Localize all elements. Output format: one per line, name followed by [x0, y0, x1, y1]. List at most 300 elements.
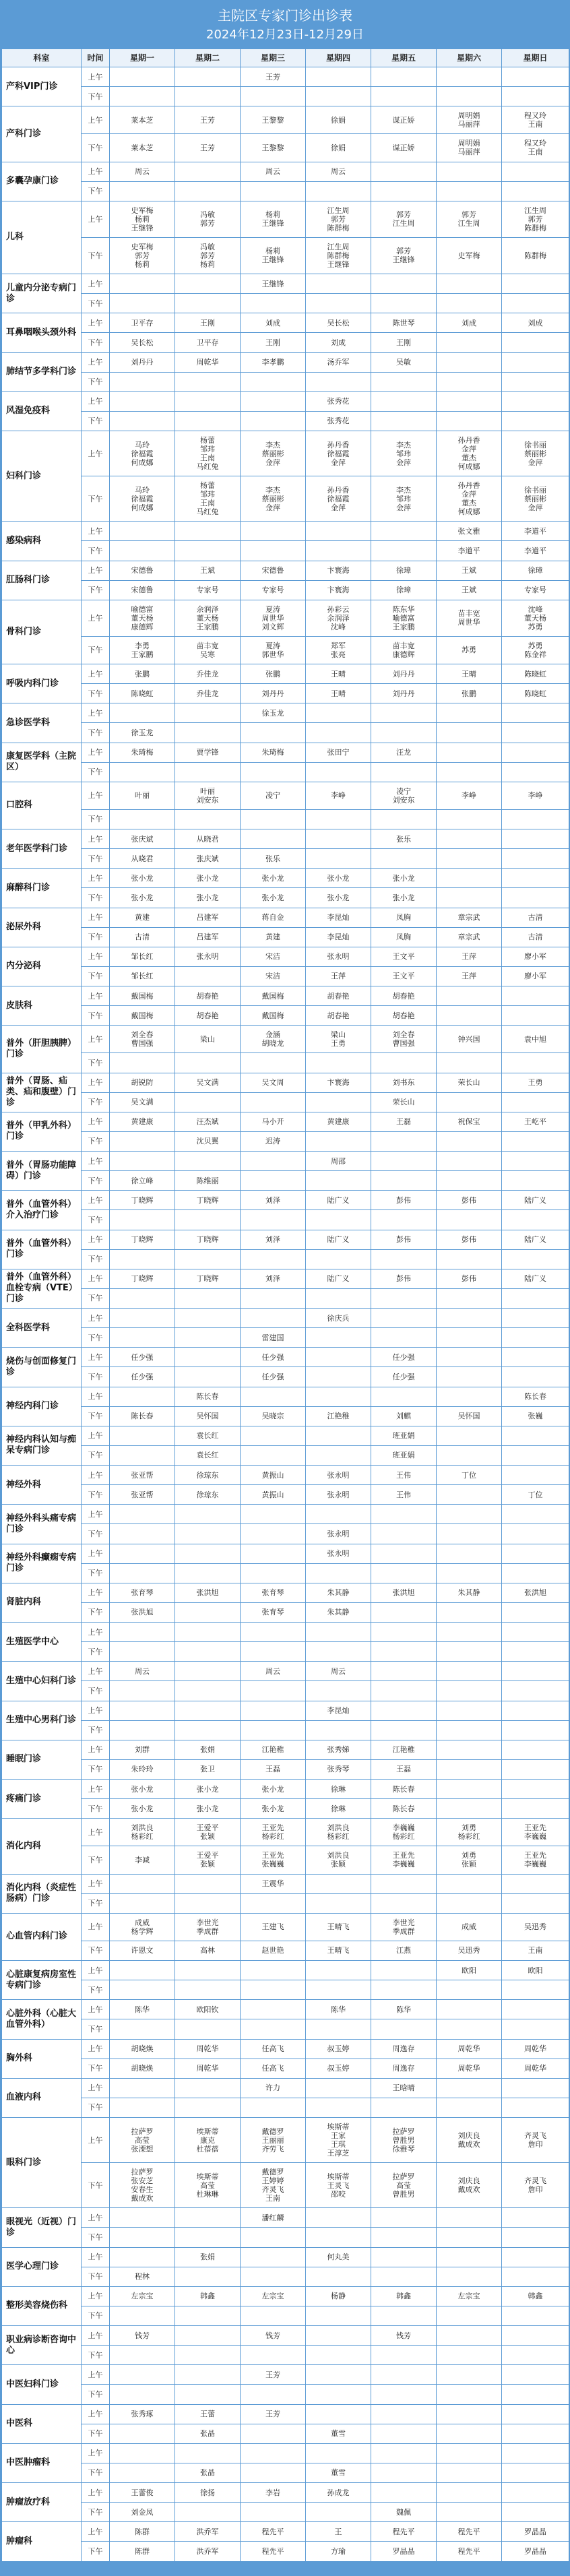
doctor-cell	[502, 829, 569, 849]
doctor-cell	[241, 1662, 306, 1681]
doctor-cell	[175, 1524, 241, 1544]
doctor-cell	[306, 1230, 371, 1249]
doctor-cell	[110, 561, 175, 580]
doctor-cell	[306, 1563, 371, 1583]
doctor-names: 王磊	[265, 1765, 280, 1774]
doctor-names: 彭伟	[396, 1235, 411, 1245]
doctor-names: 周乾华	[457, 2064, 480, 2073]
doctor-names: 史军梅 杨莉 王继锋	[131, 206, 154, 232]
doctor-cell	[175, 1893, 241, 1913]
session-label: 下午	[88, 893, 103, 902]
doctor-cell	[241, 1445, 306, 1465]
doctor-names: 班亚娟	[392, 1451, 415, 1460]
doctor-names: 洪乔军	[196, 2546, 219, 2556]
doctor-names: 宋洁	[265, 972, 280, 981]
doctor-cell	[110, 333, 175, 352]
doctor-names: 王刚	[200, 318, 215, 327]
doctor-cell	[502, 986, 569, 1006]
doctor-cell	[306, 1328, 371, 1348]
doctor-cell	[110, 1602, 175, 1622]
table-row	[2, 1602, 569, 1622]
doctor-names: 宋德鲁	[131, 566, 154, 575]
doctor-cell	[437, 1053, 502, 1073]
doctor-names: 陈群	[135, 2527, 150, 2536]
doctor-names: 吴晓宗	[261, 1412, 284, 1421]
doctor-cell	[371, 1681, 437, 1701]
doctor-cell	[175, 2326, 241, 2346]
doctor-cell	[437, 2247, 502, 2267]
doctor-names: 张小龙	[392, 893, 415, 902]
session-time	[82, 541, 110, 561]
doctor-cell	[502, 333, 569, 352]
doctor-cell	[502, 1524, 569, 1544]
session-label: 下午	[88, 1608, 103, 1617]
doctor-names: 梁山	[200, 1034, 215, 1044]
doctor-cell	[241, 333, 306, 352]
table-row	[2, 1026, 569, 1053]
table-row	[2, 2443, 569, 2463]
doctor-names: 徐书丽 蔡丽彬 金萍	[524, 440, 546, 467]
doctor-names: 王亚先 李巍巍	[524, 1823, 546, 1842]
session-time	[82, 636, 110, 664]
doctor-cell	[437, 1406, 502, 1426]
session-time	[82, 1191, 110, 1210]
doctor-names: 古清	[528, 913, 543, 922]
doctor-cell	[175, 1171, 241, 1191]
doctor-cell	[110, 1941, 175, 1960]
doctor-cell	[437, 600, 502, 636]
doctor-names: 王屹平	[524, 1117, 546, 1127]
doctor-cell	[110, 181, 175, 201]
session-time	[82, 684, 110, 703]
doctor-cell	[241, 87, 306, 106]
doctor-cell	[110, 2443, 175, 2463]
doctor-cell	[241, 1505, 306, 1524]
doctor-cell	[502, 2443, 569, 2463]
doctor-cell	[502, 2208, 569, 2228]
doctor-cell	[175, 237, 241, 274]
session-time	[82, 1269, 110, 1288]
doctor-names: 张小龙	[261, 873, 284, 883]
doctor-names: 汪龙	[396, 748, 411, 757]
doctor-names: 周乾华	[524, 2064, 546, 2073]
doctor-cell	[502, 1893, 569, 1913]
session-time	[82, 2503, 110, 2522]
session-time	[82, 1426, 110, 1445]
doctor-cell	[371, 1941, 437, 1960]
session-label: 下午	[88, 2429, 103, 2439]
table-row	[2, 1445, 569, 1465]
doctor-names: 成威 杨学辉	[131, 1918, 154, 1936]
doctor-names: 叶丽 刘安东	[196, 786, 219, 805]
session-label: 下午	[88, 143, 103, 152]
doctor-cell	[502, 1846, 569, 1874]
doctor-names: 徐琳	[331, 1784, 346, 1794]
doctor-names: 谋正娇	[392, 143, 415, 152]
doctor-cell	[371, 2118, 437, 2163]
session-time	[82, 1387, 110, 1406]
doctor-cell	[241, 372, 306, 391]
doctor-cell	[437, 352, 502, 372]
doctor-names: 苗丰宽 康德辉	[392, 641, 415, 659]
doctor-cell	[437, 1563, 502, 1583]
doctor-names: 刘麒	[396, 1412, 411, 1421]
doctor-names: 彭伟	[462, 1274, 476, 1284]
session-time	[82, 1131, 110, 1151]
doctor-cell	[241, 664, 306, 684]
doctor-cell	[371, 372, 437, 391]
session-label: 下午	[88, 815, 103, 824]
doctor-names: 廖小军	[524, 972, 546, 981]
table-row	[2, 1073, 569, 1092]
department-name: 神经外科	[2, 1466, 82, 1505]
doctor-names: 卞寰海	[327, 586, 350, 595]
session-label: 下午	[88, 1451, 103, 1460]
doctor-cell	[437, 2522, 502, 2542]
doctor-cell	[175, 1563, 241, 1583]
session-label: 上午	[88, 1588, 103, 1598]
doctor-cell	[371, 2424, 437, 2443]
department-name: 肺结节多学科门诊	[2, 352, 82, 391]
doctor-cell	[175, 1799, 241, 1819]
doctor-cell	[241, 1583, 306, 1602]
doctor-cell	[502, 809, 569, 829]
doctor-names: 专家号	[524, 586, 546, 595]
doctor-names: 彭伟	[462, 1235, 476, 1245]
session-label: 上午	[88, 2083, 103, 2093]
session-label: 上午	[88, 1470, 103, 1480]
doctor-names: 程先平	[392, 2527, 415, 2536]
doctor-names: 张洪旭	[131, 1608, 154, 1617]
table-row	[2, 1152, 569, 1171]
doctor-cell	[241, 1328, 306, 1348]
doctor-cell	[110, 1112, 175, 1131]
doctor-names: 周乾华	[524, 2044, 546, 2054]
doctor-cell	[175, 1387, 241, 1406]
department-name: 职业病诊断咨询中心	[2, 2326, 82, 2365]
doctor-cell	[241, 1961, 306, 1980]
session-time	[82, 2267, 110, 2286]
doctor-cell	[241, 1819, 306, 1846]
doctor-cell	[175, 2078, 241, 2098]
doctor-names: 梁山 王勇	[331, 1030, 346, 1048]
doctor-names: 卞寰海	[327, 1078, 350, 1088]
doctor-names: 王文平	[392, 972, 415, 981]
doctor-cell	[437, 1445, 502, 1465]
session-time	[82, 2424, 110, 2443]
doctor-cell	[437, 2098, 502, 2117]
doctor-cell	[371, 782, 437, 809]
doctor-cell	[371, 2542, 437, 2561]
doctor-cell	[110, 2483, 175, 2503]
session-time	[82, 2228, 110, 2247]
doctor-names: 任少强	[131, 1372, 154, 1381]
doctor-cell	[110, 1348, 175, 1367]
doctor-names: 周明娟 马丽萍	[457, 111, 480, 129]
doctor-cell	[241, 2039, 306, 2059]
doctor-cell	[241, 1799, 306, 1819]
doctor-names: 刘庆良 戴成欢	[457, 2176, 480, 2195]
doctor-names: 吕建军	[196, 913, 219, 922]
table-row	[2, 1846, 569, 1874]
doctor-cell	[437, 1961, 502, 1980]
doctor-names: 孙丹香 金萍 董杰 何成娜	[457, 436, 480, 472]
doctor-names: 刘成	[528, 318, 543, 327]
doctor-names: 王南	[528, 1946, 543, 1955]
doctor-cell	[306, 1073, 371, 1092]
doctor-names: 徐庆兵	[327, 1313, 350, 1323]
doctor-cell	[371, 561, 437, 580]
doctor-names: 专家号	[261, 586, 284, 595]
doctor-cell	[502, 600, 569, 636]
doctor-cell	[110, 431, 175, 476]
doctor-cell	[110, 2228, 175, 2247]
doctor-cell	[371, 333, 437, 352]
doctor-cell	[110, 2542, 175, 2561]
session-label: 下午	[88, 338, 103, 347]
department-name: 消化内科	[2, 1819, 82, 1874]
doctor-cell	[241, 2483, 306, 2503]
doctor-cell	[175, 1053, 241, 1073]
doctor-cell	[175, 2365, 241, 2385]
doctor-names: 喻德富 董天杨 康德辉	[131, 604, 154, 631]
doctor-cell	[371, 181, 437, 201]
doctor-cell	[110, 541, 175, 561]
doctor-cell	[175, 313, 241, 333]
doctor-cell	[241, 1563, 306, 1583]
doctor-cell	[110, 849, 175, 869]
doctor-cell	[502, 1426, 569, 1445]
doctor-names: 王震华	[261, 1879, 284, 1889]
session-label: 上午	[88, 791, 103, 800]
doctor-cell	[110, 2098, 175, 2117]
doctor-names: 戴国梅	[131, 991, 154, 1001]
doctor-cell	[502, 1642, 569, 1662]
doctor-cell	[371, 1210, 437, 1230]
doctor-names: 黄振山	[261, 1470, 284, 1480]
doctor-cell	[371, 1874, 437, 1893]
doctor-cell	[371, 67, 437, 87]
table-row	[2, 2098, 569, 2117]
table-row	[2, 201, 569, 237]
doctor-cell	[502, 1171, 569, 1191]
doctor-cell	[306, 2404, 371, 2424]
doctor-names: 王刚	[396, 338, 411, 347]
session-time	[82, 2078, 110, 2098]
doctor-names: 莱本芝	[131, 115, 154, 125]
table-row	[2, 372, 569, 391]
doctor-names: 王芳	[200, 115, 215, 125]
department-name: 中医妇科门诊	[2, 2365, 82, 2404]
doctor-cell	[502, 541, 569, 561]
session-time	[82, 2019, 110, 2039]
doctor-cell	[241, 274, 306, 294]
doctor-cell	[306, 1524, 371, 1544]
doctor-cell	[306, 1367, 371, 1387]
department-name: 心脏康复病房室性专病门诊	[2, 1961, 82, 2000]
session-time	[82, 1980, 110, 2000]
doctor-cell	[502, 1583, 569, 1602]
doctor-cell	[241, 2228, 306, 2247]
department-name: 生殖中心男科门诊	[2, 1701, 82, 1740]
doctor-names: 章宗武	[457, 913, 480, 922]
doctor-cell	[502, 1131, 569, 1151]
doctor-names: 陈长春	[524, 1392, 546, 1402]
doctor-cell	[371, 1131, 437, 1151]
doctor-names: 从晓君	[131, 854, 154, 863]
doctor-cell	[306, 1819, 371, 1846]
table-row	[2, 723, 569, 743]
session-label: 上午	[88, 1827, 103, 1837]
doctor-names: 黄建康	[327, 1117, 350, 1127]
doctor-names: 江艳稚	[261, 1745, 284, 1755]
doctor-names: 李岩	[265, 2488, 280, 2497]
doctor-names: 王伟	[396, 1490, 411, 1499]
doctor-cell	[502, 1249, 569, 1269]
doctor-cell	[241, 1874, 306, 1893]
doctor-cell	[241, 1524, 306, 1544]
doctor-cell	[306, 2228, 371, 2247]
session-label: 下午	[88, 2350, 103, 2360]
doctor-cell	[110, 1544, 175, 1563]
session-time	[82, 1846, 110, 1874]
department-name: 普外（血管外科）门诊	[2, 1230, 82, 1269]
doctor-names: 陈华	[135, 2005, 150, 2014]
table-row	[2, 2346, 569, 2365]
doctor-cell	[110, 1026, 175, 1053]
doctor-cell	[502, 2059, 569, 2078]
doctor-cell	[241, 869, 306, 888]
doctor-cell	[502, 2365, 569, 2385]
doctor-cell	[371, 2346, 437, 2365]
doctor-names: 李道平	[524, 546, 546, 555]
doctor-names: 袁中旭	[524, 1034, 546, 1044]
doctor-names: 王斌	[462, 586, 476, 595]
doctor-cell	[502, 1269, 569, 1288]
session-time	[82, 580, 110, 600]
doctor-cell	[175, 703, 241, 723]
session-time	[82, 294, 110, 313]
doctor-cell	[306, 1759, 371, 1779]
doctor-cell	[175, 684, 241, 703]
doctor-names: 张永明	[327, 1529, 350, 1538]
session-label: 下午	[88, 2507, 103, 2517]
doctor-cell	[110, 2118, 175, 2163]
doctor-names: 徐璋	[396, 566, 411, 575]
doctor-cell	[437, 2267, 502, 2286]
doctor-cell	[241, 162, 306, 181]
doctor-cell	[371, 2059, 437, 2078]
doctor-names: 黄建	[135, 913, 150, 922]
doctor-cell	[241, 1288, 306, 1308]
doctor-cell	[175, 201, 241, 237]
doctor-cell	[306, 134, 371, 162]
doctor-cell	[371, 1249, 437, 1269]
doctor-names: 谋正娇	[392, 115, 415, 125]
doctor-cell	[241, 1426, 306, 1445]
table-row	[2, 1367, 569, 1387]
doctor-cell	[371, 1112, 437, 1131]
doctor-cell	[437, 1387, 502, 1406]
doctor-cell	[437, 2443, 502, 2463]
doctor-names: 胡春艳	[392, 991, 415, 1001]
session-label: 下午	[88, 586, 103, 595]
doctor-cell	[306, 2098, 371, 2117]
doctor-cell	[437, 966, 502, 986]
table-row	[2, 1799, 569, 1819]
session-label: 下午	[88, 1176, 103, 1185]
doctor-names: 陈群	[135, 2546, 150, 2556]
doctor-names: 吴文满	[196, 1078, 219, 1088]
doctor-cell	[241, 1759, 306, 1779]
doctor-cell	[502, 134, 569, 162]
doctor-cell	[241, 1348, 306, 1367]
session-label: 下午	[88, 1529, 103, 1538]
session-time	[82, 1505, 110, 1524]
session-label: 下午	[88, 1686, 103, 1695]
doctor-cell	[371, 1780, 437, 1799]
doctor-cell	[502, 1485, 569, 1505]
session-label: 下午	[88, 646, 103, 655]
doctor-cell	[306, 723, 371, 743]
session-time	[82, 2346, 110, 2365]
doctor-names: 廖小军	[524, 952, 546, 962]
session-label: 上午	[88, 1078, 103, 1088]
doctor-names: 袁长红	[196, 1451, 219, 1460]
session-time	[82, 829, 110, 849]
doctor-cell	[371, 134, 437, 162]
doctor-cell	[502, 1681, 569, 1701]
doctor-cell	[110, 1720, 175, 1740]
session-label: 上午	[88, 1431, 103, 1441]
doctor-cell	[437, 391, 502, 411]
doctor-names: 任少强	[392, 1352, 415, 1362]
doctor-cell	[241, 294, 306, 313]
doctor-cell	[175, 561, 241, 580]
table-row	[2, 1269, 569, 1288]
doctor-names: 张永明	[327, 1490, 350, 1499]
table-row	[2, 2059, 569, 2078]
doctor-cell	[437, 106, 502, 134]
doctor-cell	[371, 1701, 437, 1720]
doctor-cell	[371, 1269, 437, 1288]
doctor-cell	[306, 1210, 371, 1230]
doctor-cell	[306, 294, 371, 313]
doctor-names: 苏勇	[462, 646, 476, 655]
doctor-cell	[437, 743, 502, 762]
doctor-cell	[306, 1348, 371, 1367]
session-label: 下午	[88, 1011, 103, 1020]
doctor-names: 刘泽	[265, 1274, 280, 1284]
doctor-cell	[175, 1662, 241, 1681]
doctor-cell	[437, 2424, 502, 2443]
doctor-names: 徐璋	[528, 566, 543, 575]
doctor-cell	[437, 2019, 502, 2039]
doctor-cell	[175, 1505, 241, 1524]
session-time	[82, 1092, 110, 1112]
doctor-names: 余润泽 董天杨 王家鹏	[196, 604, 219, 631]
doctor-names: 古清	[135, 933, 150, 942]
doctor-names: 拉萨罗 张安芝 安春生 戴成欢	[131, 2168, 154, 2203]
doctor-cell	[371, 809, 437, 829]
doctor-cell	[371, 1846, 437, 1874]
doctor-cell	[175, 1602, 241, 1622]
doctor-cell	[241, 947, 306, 966]
doctor-names: 孙成龙	[327, 2488, 350, 2497]
doctor-cell	[110, 1980, 175, 2000]
doctor-cell	[241, 1053, 306, 1073]
doctor-names: 张晶	[200, 2468, 215, 2478]
